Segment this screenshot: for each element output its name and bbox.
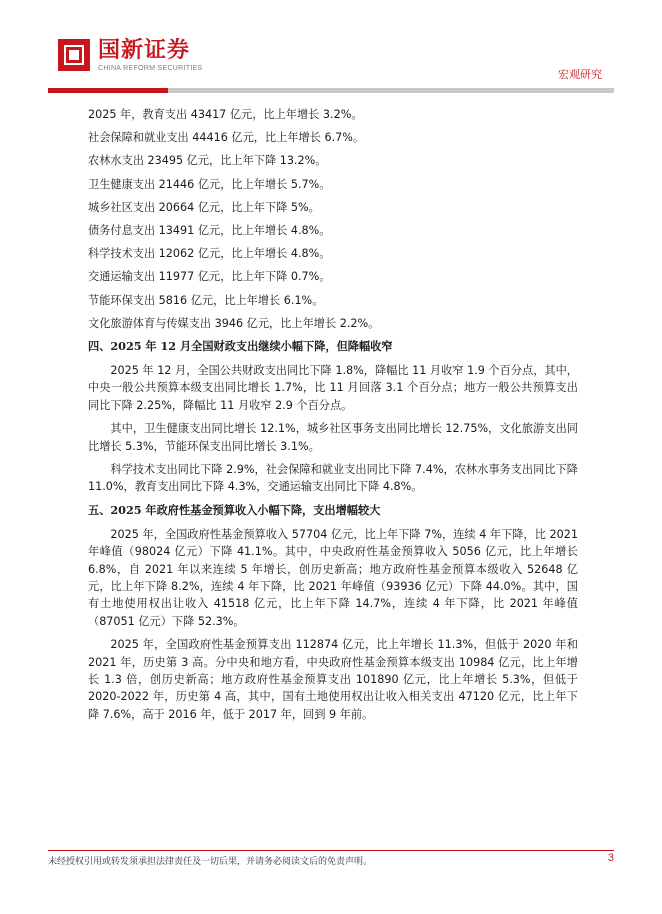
list-item: 科学技术支出 12062 亿元，比上年增长 4.8%。: [88, 247, 331, 261]
list-item: 社会保障和就业支出 44416 亿元，比上年增长 6.7%。: [88, 131, 365, 145]
list-item: 2025 年，教育支出 43417 亿元，比上年增长 3.2%。: [88, 108, 363, 121]
list-item: 债务付息支出 13491 亿元，比上年增长 4.8%。: [88, 223, 331, 237]
footer-disclaimer: 未经授权引用或转发须承担法律责任及一切后果，并请务必阅读文后的免责声明。: [48, 857, 373, 867]
body-paragraph: 其中，卫生健康支出同比增长 12.1%，城乡社区事务支出同比增长 12.75%，文化旅游支出同比增长 5.3%，节能环保支出同比增长 3.1%。: [88, 422, 578, 453]
list-item: 交通运输支出 11977 亿元，比上年下降 0.7%。: [88, 270, 331, 284]
body-paragraph: 2025 年，全国政府性基金预算支出 112874 亿元，比上年增长 11.3%，但低于 2020 年和 2021 年，历史第 3 高。分中央和地方看，中央政府性基金预算本级支出 10984 亿元，比上年增长 1.3 倍，创历史新高；地方政府性基金预算支出 101890 亿元，比上年增长 5.3%，但低于 2020-2022 年，历史第 4 高，其中，国有土地使用权出让收入相关支出 47120 亿元，比上年下降 7.6%，高于 2016 年，低于 2017 年，回到 9 年前。: [88, 638, 578, 721]
section-tag: 宏观研究: [558, 68, 602, 81]
list-item: 卫生健康支出 21446 亿元，比上年增长 5.7%。: [88, 177, 331, 191]
body-paragraph: 科学技术支出同比下降 2.9%，社会保障和就业支出同比下降 7.4%，农林水事务支出同比下降 11.0%，教育支出同比下降 4.3%，交通运输支出同比下降 4.8%。: [88, 462, 578, 494]
company-logo: [58, 39, 203, 74]
report-body: [88, 106, 578, 729]
section-heading: 五、2025 年政府性基金预算收入小幅下降，支出增幅较大: [88, 502, 381, 517]
logo-icon: [58, 39, 90, 71]
page-number: 3: [607, 852, 614, 864]
body-paragraph: 2025 年 12 月，全国公共财政支出同比下降 1.8%，降幅比 11 月收窄 1.9 个百分点，其中，中央一般公共预算本级支出同比增长 1.7%，比 11 月回落 3.1 个百分点；地方一般公共预算支出同比下降 2.25%，降幅比 11 月收窄 2.9 个百分点。: [88, 363, 578, 412]
header-divider: [48, 88, 614, 93]
list-item: 城乡社区支出 20664 亿元，比上年下降 5%。: [88, 200, 320, 214]
footer-divider: [48, 850, 614, 851]
body-paragraph: 2025 年，全国政府性基金预算收入 57704 亿元，比上年下降 7%，连续 4 年下降，比 2021 年峰值（98024 亿元）下降 41.1%。其中，中央政府性基金预算收入 5056 亿元，比上年增长 6.8%，自 2021 年以来连续 5 年增长，创历史新高；地方政府性基金预算本级收入 52648 亿元，比上年下降 8.2%，连续 4 年下降，比 2021 年峰值（93936 亿元）下降 44.0%。其中，国有土地使用权出让收入 41518 亿元，比上年下降 14.7%，连续 4 年下降，比 2021 年峰值（87051 亿元）下降 52.3%。: [88, 527, 578, 628]
list-item: 文化旅游体育与传媒支出 3946 亿元，比上年增长 2.2%。: [88, 316, 380, 330]
page-header: [0, 0, 662, 100]
list-item: 农林水支出 23495 亿元，比上年下降 13.2%。: [88, 154, 327, 168]
list-item: 节能环保支出 5816 亿元，比上年增长 6.1%。: [88, 293, 324, 307]
section-heading: 四、2025 年 12 月全国财政支出继续小幅下降，但降幅收窄: [88, 338, 393, 353]
logo-name-cn: 国新证券: [98, 38, 191, 63]
logo-name-en: CHINA REFORM SECURITIES: [98, 65, 203, 72]
